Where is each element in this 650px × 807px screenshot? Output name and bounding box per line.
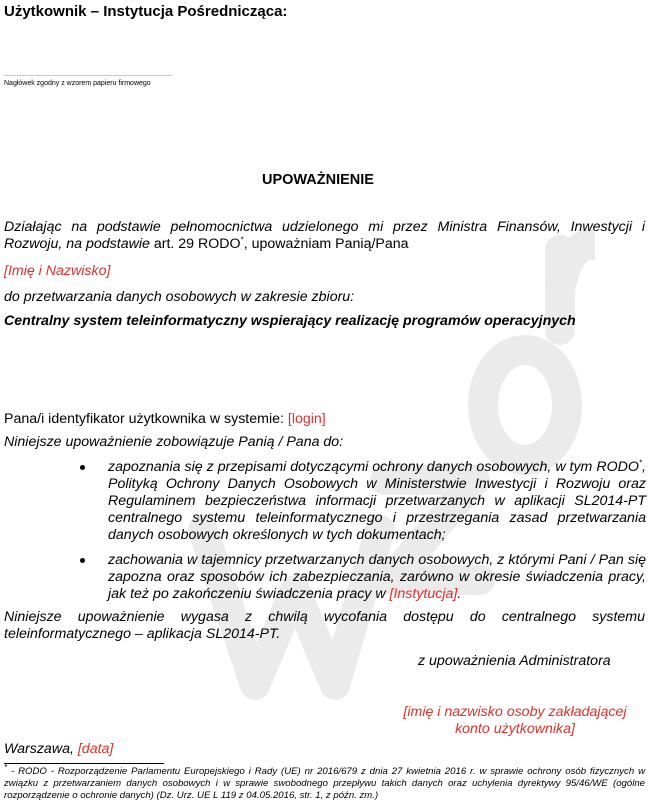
bullet-2-end: . <box>457 586 462 602</box>
footnote-text: - RODO - Rozporządzenie Parlamentu Europejskiego i Rady (UE) nr 2016/679 z dnia 27 kwietnia 2016 r. w sprawie ochrony osób fizycznych w związku z przetwarzaniem danych osobowych i w sprawie swobodnego przepływu takich danych oraz uchylenia dyrektywy 95/46/WE (ogólne rozporządzenie o ochronie danych) (Dz. Urz. UE L 119 z 04.05.2016, str. 1, z późn. zm.) <box>4 766 645 801</box>
bullet-icon <box>80 465 85 470</box>
bullet-2-text: zachowania w tajemnicy przetwarzanych danych osobowych, z którymi Pani / Pan się zapozna oraz sposobów ich zabezpieczania, zarówno w okresie świadczenia pracy, jak też po zakończeniu świadczenia pracy w <box>108 552 646 602</box>
intro-paragraph <box>4 219 645 253</box>
login-placeholder: [login] <box>287 411 326 427</box>
intro-italic: Działając na podstawie pełnomocnictwa udzielonego mi przez Ministra Finansów, Inwestycji i Rozwoju, na podstawie <box>4 219 645 252</box>
city: Warszawa, <box>4 741 78 757</box>
place-and-date <box>4 741 113 758</box>
user-institution-header: Użytkownik – Instytucja Pośrednicząca: <box>4 3 288 20</box>
date-placeholder: [data] <box>77 741 114 757</box>
obligation-intro: Niniejsze upoważnienie zobowiązuje Panią / Pana do: <box>4 434 344 450</box>
system-name: Centralny system teleinformatyczny wspierający realizację programów operacyjnych <box>4 313 576 329</box>
obligation-list <box>80 459 646 611</box>
scope-line: do przetwarzania danych osobowych w zakresie zbioru: <box>4 289 355 305</box>
footnote-divider <box>4 763 164 764</box>
login-line <box>4 411 326 428</box>
on-behalf-of-administrator: z upoważnienia Administratora <box>418 653 611 669</box>
bullet-1-text-a: zapoznania się z przepisami dotyczącymi ochrony danych osobowych, w tym RODO <box>108 459 639 475</box>
bullet-1-text-b: , Polityką Ochrony Danych Osobowych w Ministerstwie Inwestycji i Rozwoju oraz Regulaminem bezpieczeństwa informacji przetwarzanych w aplikacji SL2014-PT centralnego systemu teleinformatycznego i przestrzegania zasad przetwarzania danych osobowych określonych w tych dokumentach; <box>108 459 646 543</box>
institution-placeholder: [Instytucja] <box>389 586 458 602</box>
footnote-mark: * <box>240 235 244 245</box>
list-item <box>80 552 646 603</box>
footnote-footnote-mark: * <box>4 762 8 772</box>
login-label: Pana/i identyfikator użytkownika w systemie: <box>4 411 288 427</box>
signature-placeholder: [imię i nazwisko osoby zakładającej konto użytkownika] <box>403 704 627 737</box>
intro-rest: , upoważniam Panią/Pana <box>243 236 409 252</box>
person-name-placeholder: [Imię i Nazwisko] <box>4 263 111 279</box>
letterhead-note: Nagłówek zgodny z wzorem papieru firmowego <box>4 80 151 87</box>
document-title: UPOWAŻNIENIE <box>262 172 374 188</box>
bullet-1-footnote-mark: * <box>638 458 643 468</box>
intro-article: art. 29 RODO <box>149 236 241 252</box>
footnote <box>4 762 645 802</box>
bullet-icon <box>80 558 85 563</box>
letterhead-dotted-line: ………………………………………………………………………… <box>4 72 172 78</box>
expiry-paragraph: Niniejsze upoważnienie wygasa z chwilą wycofania dostępu do centralnego systemu teleinformatycznego – aplikacja SL2014-PT. <box>4 609 645 642</box>
list-item <box>80 459 646 544</box>
